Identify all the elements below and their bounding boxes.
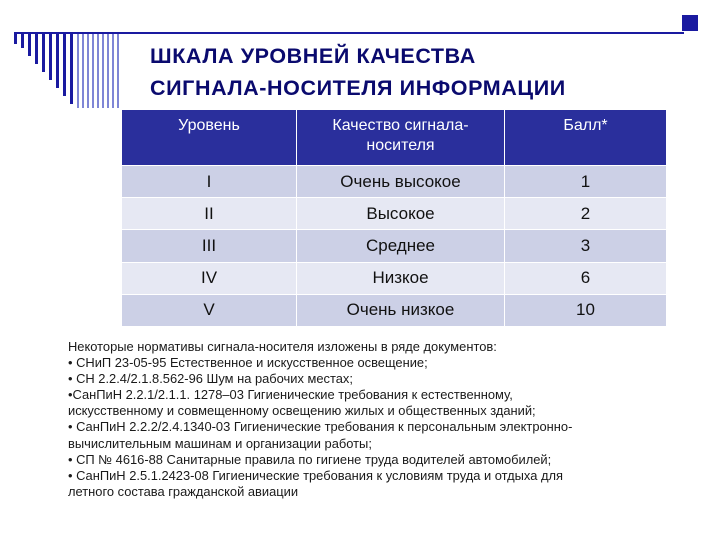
cell-quality: Очень высокое xyxy=(297,166,505,198)
header-score: Балл* xyxy=(505,110,667,166)
cell-quality: Высокое xyxy=(297,198,505,230)
table-row xyxy=(122,198,667,230)
table-row xyxy=(122,294,667,326)
notes-item: искусственному и совмещенному освещению жилых и общественных зданий; xyxy=(68,403,536,419)
header-quality: Качество сигнала-носителя xyxy=(297,110,505,166)
cell-level: II xyxy=(122,198,297,230)
notes-item: • СанПиН 2.5.1.2423-08 Гигиенические требования к условиям труда и отдыха для xyxy=(68,467,564,483)
cell-score: 3 xyxy=(505,230,667,262)
notes-item: летного состава гражданской авиации xyxy=(68,483,299,499)
cell-quality: Низкое xyxy=(297,262,505,294)
cell-score: 10 xyxy=(505,294,667,326)
title-line-2: СИГНАЛА-НОСИТЕЛЯ ИНФОРМАЦИИ xyxy=(150,76,566,100)
notes-item: • СП № 4616-88 Санитарные правила по гигиене труда водителей автомобилей; xyxy=(68,451,552,467)
cell-score: 2 xyxy=(505,198,667,230)
cell-level: III xyxy=(122,230,297,262)
cell-score: 6 xyxy=(505,262,667,294)
cell-level: IV xyxy=(122,262,297,294)
table-header-row xyxy=(122,110,667,166)
table-row xyxy=(122,166,667,198)
notes-item: • СанПиН 2.2.2/2.4.1340-03 Гигиенические требования к персональным электронно- xyxy=(68,419,573,435)
notes-item: • СН 2.2.4/2.1.8.562-96 Шум на рабочих местах; xyxy=(68,371,353,387)
cell-quality: Среднее xyxy=(297,230,505,262)
notes-intro: Некоторые нормативы сигнала-носителя изложены в ряде документов: xyxy=(68,339,497,354)
title-line-1: ШКАЛА УРОВНЕЙ КАЧЕСТВА xyxy=(150,44,476,68)
quality-levels-table xyxy=(121,109,667,327)
notes-item: •СанПиН 2.2.1/2.1.1. 1278–03 Гигиенические требования к естественному, xyxy=(68,387,513,403)
page-title xyxy=(150,40,670,104)
cell-level: I xyxy=(122,166,297,198)
cell-level: V xyxy=(122,294,297,326)
cell-quality: Очень низкое xyxy=(297,294,505,326)
notes-item: • СНиП 23-05-95 Естественное и искусственное освещение; xyxy=(68,355,428,371)
cell-score: 1 xyxy=(505,166,667,198)
table-row xyxy=(122,262,667,294)
header-level: Уровень xyxy=(122,110,297,166)
notes-item: вычислительным машинам и организации работы; xyxy=(68,435,372,451)
normative-documents-notes xyxy=(68,339,708,500)
table-row xyxy=(122,230,667,262)
